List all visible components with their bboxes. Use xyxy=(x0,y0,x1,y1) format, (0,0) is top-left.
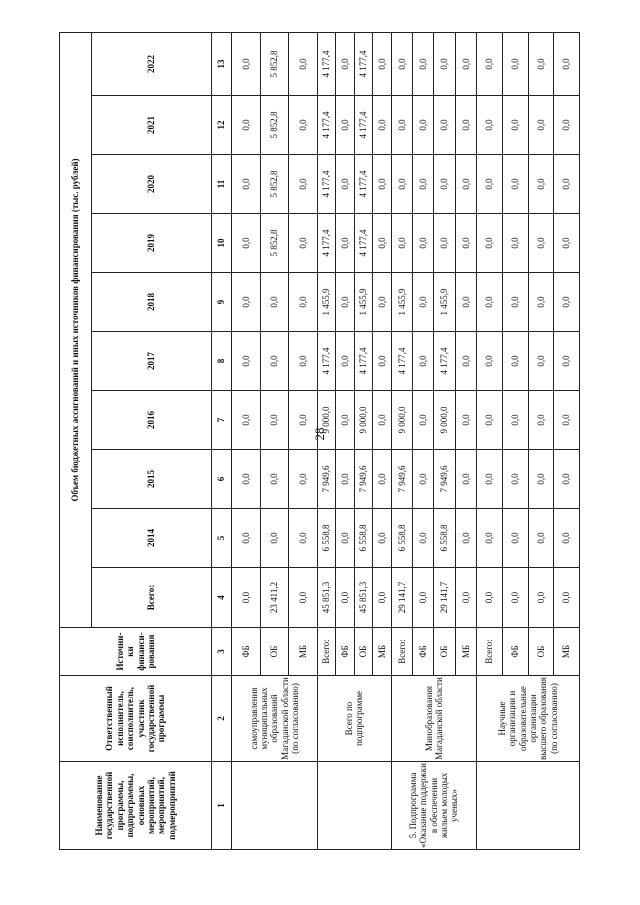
value-cell: 0,0 xyxy=(455,96,476,155)
source-cell: ОБ xyxy=(434,628,455,676)
value-cell: 5 852,8 xyxy=(260,155,289,214)
value-cell: 0,0 xyxy=(373,273,391,332)
value-cell: 0,0 xyxy=(336,450,354,509)
value-cell: 0,0 xyxy=(412,509,433,568)
value-cell: 0,0 xyxy=(502,509,528,568)
value-cell: 0,0 xyxy=(502,450,528,509)
total-cell: 0,0 xyxy=(502,568,528,628)
value-cell: 7 949,6 xyxy=(354,450,372,509)
total-cell: 23 411,2 xyxy=(260,568,289,628)
source-cell: ФБ xyxy=(502,628,528,676)
value-cell: 0,0 xyxy=(336,332,354,391)
value-cell: 9 000,0 xyxy=(317,391,335,450)
value-cell: 0,0 xyxy=(232,96,261,155)
value-cell: 0,0 xyxy=(412,32,433,95)
value-cell: 4 177,4 xyxy=(354,96,372,155)
value-cell: 5 852,8 xyxy=(260,96,289,155)
value-cell: 0,0 xyxy=(232,391,261,450)
value-cell: 1 455,9 xyxy=(391,273,412,332)
value-cell: 0,0 xyxy=(289,155,318,214)
total-cell: 0,0 xyxy=(289,568,318,628)
total-cell: 0,0 xyxy=(373,568,391,628)
total-cell: 0,0 xyxy=(455,568,476,628)
value-cell: 0,0 xyxy=(289,214,318,273)
value-cell: 4 177,4 xyxy=(317,155,335,214)
value-cell: 0,0 xyxy=(260,391,289,450)
value-cell: 0,0 xyxy=(232,214,261,273)
header-year: 2022 xyxy=(92,32,212,95)
value-cell: 0,0 xyxy=(289,332,318,391)
value-cell: 0,0 xyxy=(336,273,354,332)
source-cell: ОБ xyxy=(354,628,372,676)
value-cell: 0,0 xyxy=(336,96,354,155)
value-cell: 0,0 xyxy=(391,96,412,155)
total-cell: 0,0 xyxy=(554,568,580,628)
source-cell: ФБ xyxy=(232,628,261,676)
total-cell: 0,0 xyxy=(232,568,261,628)
value-cell: 6 558,8 xyxy=(354,509,372,568)
value-cell: 0,0 xyxy=(412,332,433,391)
header-source: Источни-ки финанси-рования xyxy=(60,628,212,676)
value-cell: 0,0 xyxy=(232,332,261,391)
value-cell: 0,0 xyxy=(373,391,391,450)
value-cell: 0,0 xyxy=(434,214,455,273)
value-cell: 0,0 xyxy=(502,214,528,273)
value-cell: 4 177,4 xyxy=(317,32,335,95)
value-cell: 4 177,4 xyxy=(354,332,372,391)
executor-cell: Научные организации и образовательные организации высшего образования (по согласованию) xyxy=(477,676,580,762)
value-cell: 0,0 xyxy=(373,332,391,391)
program-name-cell xyxy=(232,762,318,850)
value-cell: 0,0 xyxy=(528,96,554,155)
value-cell: 0,0 xyxy=(434,155,455,214)
total-cell: 0,0 xyxy=(412,568,433,628)
value-cell: 0,0 xyxy=(502,32,528,95)
value-cell: 0,0 xyxy=(289,273,318,332)
value-cell: 0,0 xyxy=(412,273,433,332)
executor-cell: Всего по подпрограмме xyxy=(317,676,391,762)
value-cell: 4 177,4 xyxy=(317,214,335,273)
value-cell: 0,0 xyxy=(412,391,433,450)
value-cell: 0,0 xyxy=(477,273,503,332)
source-cell: ОБ xyxy=(260,628,289,676)
header-executor: Ответственный исполнитель, соисполнитель, участник государственной программы xyxy=(60,676,212,762)
total-cell: 0,0 xyxy=(477,568,503,628)
source-cell: ФБ xyxy=(412,628,433,676)
value-cell: 0,0 xyxy=(373,214,391,273)
total-cell: 29 141,7 xyxy=(434,568,455,628)
header-year: 2018 xyxy=(92,273,212,332)
program-name-cell xyxy=(317,762,391,850)
value-cell: 0,0 xyxy=(289,509,318,568)
value-cell: 0,0 xyxy=(232,450,261,509)
total-cell: 45 851,3 xyxy=(354,568,372,628)
value-cell: 0,0 xyxy=(232,155,261,214)
header-program-name: Наименование государственной программы, подпрограммы, основных мероприятий, мероприятий, подмероприятий xyxy=(60,762,212,850)
value-cell: 0,0 xyxy=(477,155,503,214)
value-cell: 0,0 xyxy=(455,450,476,509)
value-cell: 0,0 xyxy=(528,214,554,273)
value-cell: 9 000,0 xyxy=(391,391,412,450)
value-cell: 0,0 xyxy=(412,155,433,214)
value-cell: 9 000,0 xyxy=(354,391,372,450)
column-number: 1 xyxy=(212,762,232,850)
table-row xyxy=(477,32,503,849)
value-cell: 4 177,4 xyxy=(354,32,372,95)
value-cell: 5 852,8 xyxy=(260,214,289,273)
value-cell: 0,0 xyxy=(455,155,476,214)
value-cell: 1 455,9 xyxy=(354,273,372,332)
value-cell: 0,0 xyxy=(502,273,528,332)
value-cell: 0,0 xyxy=(373,155,391,214)
column-number: 8 xyxy=(212,332,232,391)
value-cell: 0,0 xyxy=(554,96,580,155)
header-year: 2019 xyxy=(92,214,212,273)
value-cell: 0,0 xyxy=(412,214,433,273)
page-number: 28 xyxy=(312,427,327,441)
column-number: 9 xyxy=(212,273,232,332)
value-cell: 6 558,8 xyxy=(434,509,455,568)
value-cell: 0,0 xyxy=(528,391,554,450)
value-cell: 0,0 xyxy=(554,155,580,214)
column-number: 6 xyxy=(212,450,232,509)
value-cell: 0,0 xyxy=(554,32,580,95)
value-cell: 0,0 xyxy=(477,214,503,273)
value-cell: 0,0 xyxy=(455,332,476,391)
value-cell: 0,0 xyxy=(455,32,476,95)
value-cell: 0,0 xyxy=(477,32,503,95)
total-cell: 29 141,7 xyxy=(391,568,412,628)
value-cell: 1 455,9 xyxy=(317,273,335,332)
source-cell: Всего: xyxy=(391,628,412,676)
value-cell: 7 949,6 xyxy=(317,450,335,509)
header-total: Всего: xyxy=(92,568,212,628)
value-cell: 0,0 xyxy=(412,96,433,155)
value-cell: 0,0 xyxy=(528,450,554,509)
source-cell: МБ xyxy=(554,628,580,676)
value-cell: 9 000,0 xyxy=(434,391,455,450)
value-cell: 0,0 xyxy=(260,509,289,568)
value-cell: 0,0 xyxy=(455,214,476,273)
value-cell: 0,0 xyxy=(455,391,476,450)
value-cell: 0,0 xyxy=(554,332,580,391)
value-cell: 0,0 xyxy=(336,32,354,95)
column-number: 12 xyxy=(212,96,232,155)
value-cell: 0,0 xyxy=(373,450,391,509)
value-cell: 0,0 xyxy=(554,509,580,568)
value-cell: 6 558,8 xyxy=(391,509,412,568)
value-cell: 0,0 xyxy=(434,32,455,95)
value-cell: 0,0 xyxy=(336,214,354,273)
executor-cell: Минобразования Магаданской области xyxy=(391,676,477,762)
total-cell: 0,0 xyxy=(336,568,354,628)
value-cell: 0,0 xyxy=(373,32,391,95)
column-number: 2 xyxy=(212,676,232,762)
column-number: 5 xyxy=(212,509,232,568)
source-cell: Всего: xyxy=(477,628,503,676)
value-cell: 0,0 xyxy=(289,450,318,509)
value-cell: 6 558,8 xyxy=(317,509,335,568)
value-cell: 0,0 xyxy=(260,332,289,391)
value-cell: 0,0 xyxy=(528,273,554,332)
source-cell: МБ xyxy=(455,628,476,676)
value-cell: 0,0 xyxy=(528,332,554,391)
program-name-cell xyxy=(477,762,580,850)
value-cell: 4 177,4 xyxy=(317,96,335,155)
column-number: 4 xyxy=(212,568,232,628)
column-number: 11 xyxy=(212,155,232,214)
value-cell: 1 455,9 xyxy=(434,273,455,332)
financing-table xyxy=(59,33,580,850)
table-row xyxy=(232,32,261,849)
value-cell: 7 949,6 xyxy=(391,450,412,509)
value-cell: 0,0 xyxy=(502,332,528,391)
program-name-cell: 5. Подпрограмма «Оказание поддержки в обеспечении жильем молодых ученых» xyxy=(391,762,477,850)
value-cell: 0,0 xyxy=(391,214,412,273)
column-number: 10 xyxy=(212,214,232,273)
value-cell: 7 949,6 xyxy=(434,450,455,509)
value-cell: 0,0 xyxy=(502,96,528,155)
column-number: 3 xyxy=(212,628,232,676)
value-cell: 4 177,4 xyxy=(354,214,372,273)
header-year: 2020 xyxy=(92,155,212,214)
value-cell: 0,0 xyxy=(528,32,554,95)
value-cell: 0,0 xyxy=(289,391,318,450)
value-cell: 4 177,4 xyxy=(354,155,372,214)
source-cell: Всего: xyxy=(317,628,335,676)
table-row xyxy=(391,32,412,849)
total-cell: 0,0 xyxy=(528,568,554,628)
value-cell: 0,0 xyxy=(412,450,433,509)
source-cell: МБ xyxy=(289,628,318,676)
value-cell: 0,0 xyxy=(232,509,261,568)
value-cell: 0,0 xyxy=(554,450,580,509)
header-year: 2017 xyxy=(92,332,212,391)
value-cell: 0,0 xyxy=(260,450,289,509)
executor-cell: самоуправления муниципальных образований Магаданской области (по согласованию) xyxy=(232,676,318,762)
value-cell: 0,0 xyxy=(477,332,503,391)
value-cell: 4 177,4 xyxy=(434,332,455,391)
value-cell: 0,0 xyxy=(336,509,354,568)
header-year: 2014 xyxy=(92,509,212,568)
value-cell: 0,0 xyxy=(373,509,391,568)
header-year: 2021 xyxy=(92,96,212,155)
value-cell: 0,0 xyxy=(232,32,261,95)
source-cell: МБ xyxy=(373,628,391,676)
source-cell: ОБ xyxy=(528,628,554,676)
value-cell: 0,0 xyxy=(554,391,580,450)
value-cell: 0,0 xyxy=(455,509,476,568)
value-cell: 0,0 xyxy=(232,273,261,332)
value-cell: 0,0 xyxy=(434,96,455,155)
column-number: 7 xyxy=(212,391,232,450)
value-cell: 0,0 xyxy=(455,273,476,332)
value-cell: 0,0 xyxy=(391,32,412,95)
value-cell: 0,0 xyxy=(502,391,528,450)
total-cell: 45 851,3 xyxy=(317,568,335,628)
source-cell: ФБ xyxy=(336,628,354,676)
value-cell: 0,0 xyxy=(373,96,391,155)
value-cell: 0,0 xyxy=(477,509,503,568)
value-cell: 0,0 xyxy=(260,273,289,332)
value-cell: 0,0 xyxy=(528,155,554,214)
value-cell: 0,0 xyxy=(554,214,580,273)
table-row xyxy=(317,32,335,849)
value-cell: 0,0 xyxy=(477,450,503,509)
value-cell: 5 852,8 xyxy=(260,32,289,95)
header-year: 2016 xyxy=(92,391,212,450)
value-cell: 4 177,4 xyxy=(317,332,335,391)
value-cell: 0,0 xyxy=(554,273,580,332)
value-cell: 0,0 xyxy=(336,391,354,450)
value-cell: 0,0 xyxy=(477,96,503,155)
value-cell: 0,0 xyxy=(336,155,354,214)
value-cell: 0,0 xyxy=(289,32,318,95)
value-cell: 0,0 xyxy=(528,509,554,568)
header-year: 2015 xyxy=(92,450,212,509)
value-cell: 4 177,4 xyxy=(391,332,412,391)
value-cell: 0,0 xyxy=(502,155,528,214)
column-number: 13 xyxy=(212,32,232,95)
header-financing-volume: Объем бюджетных ассигнований и иных источников финансирования (тыс. рублей) xyxy=(60,32,92,627)
value-cell: 0,0 xyxy=(477,391,503,450)
value-cell: 0,0 xyxy=(289,96,318,155)
value-cell: 0,0 xyxy=(391,155,412,214)
